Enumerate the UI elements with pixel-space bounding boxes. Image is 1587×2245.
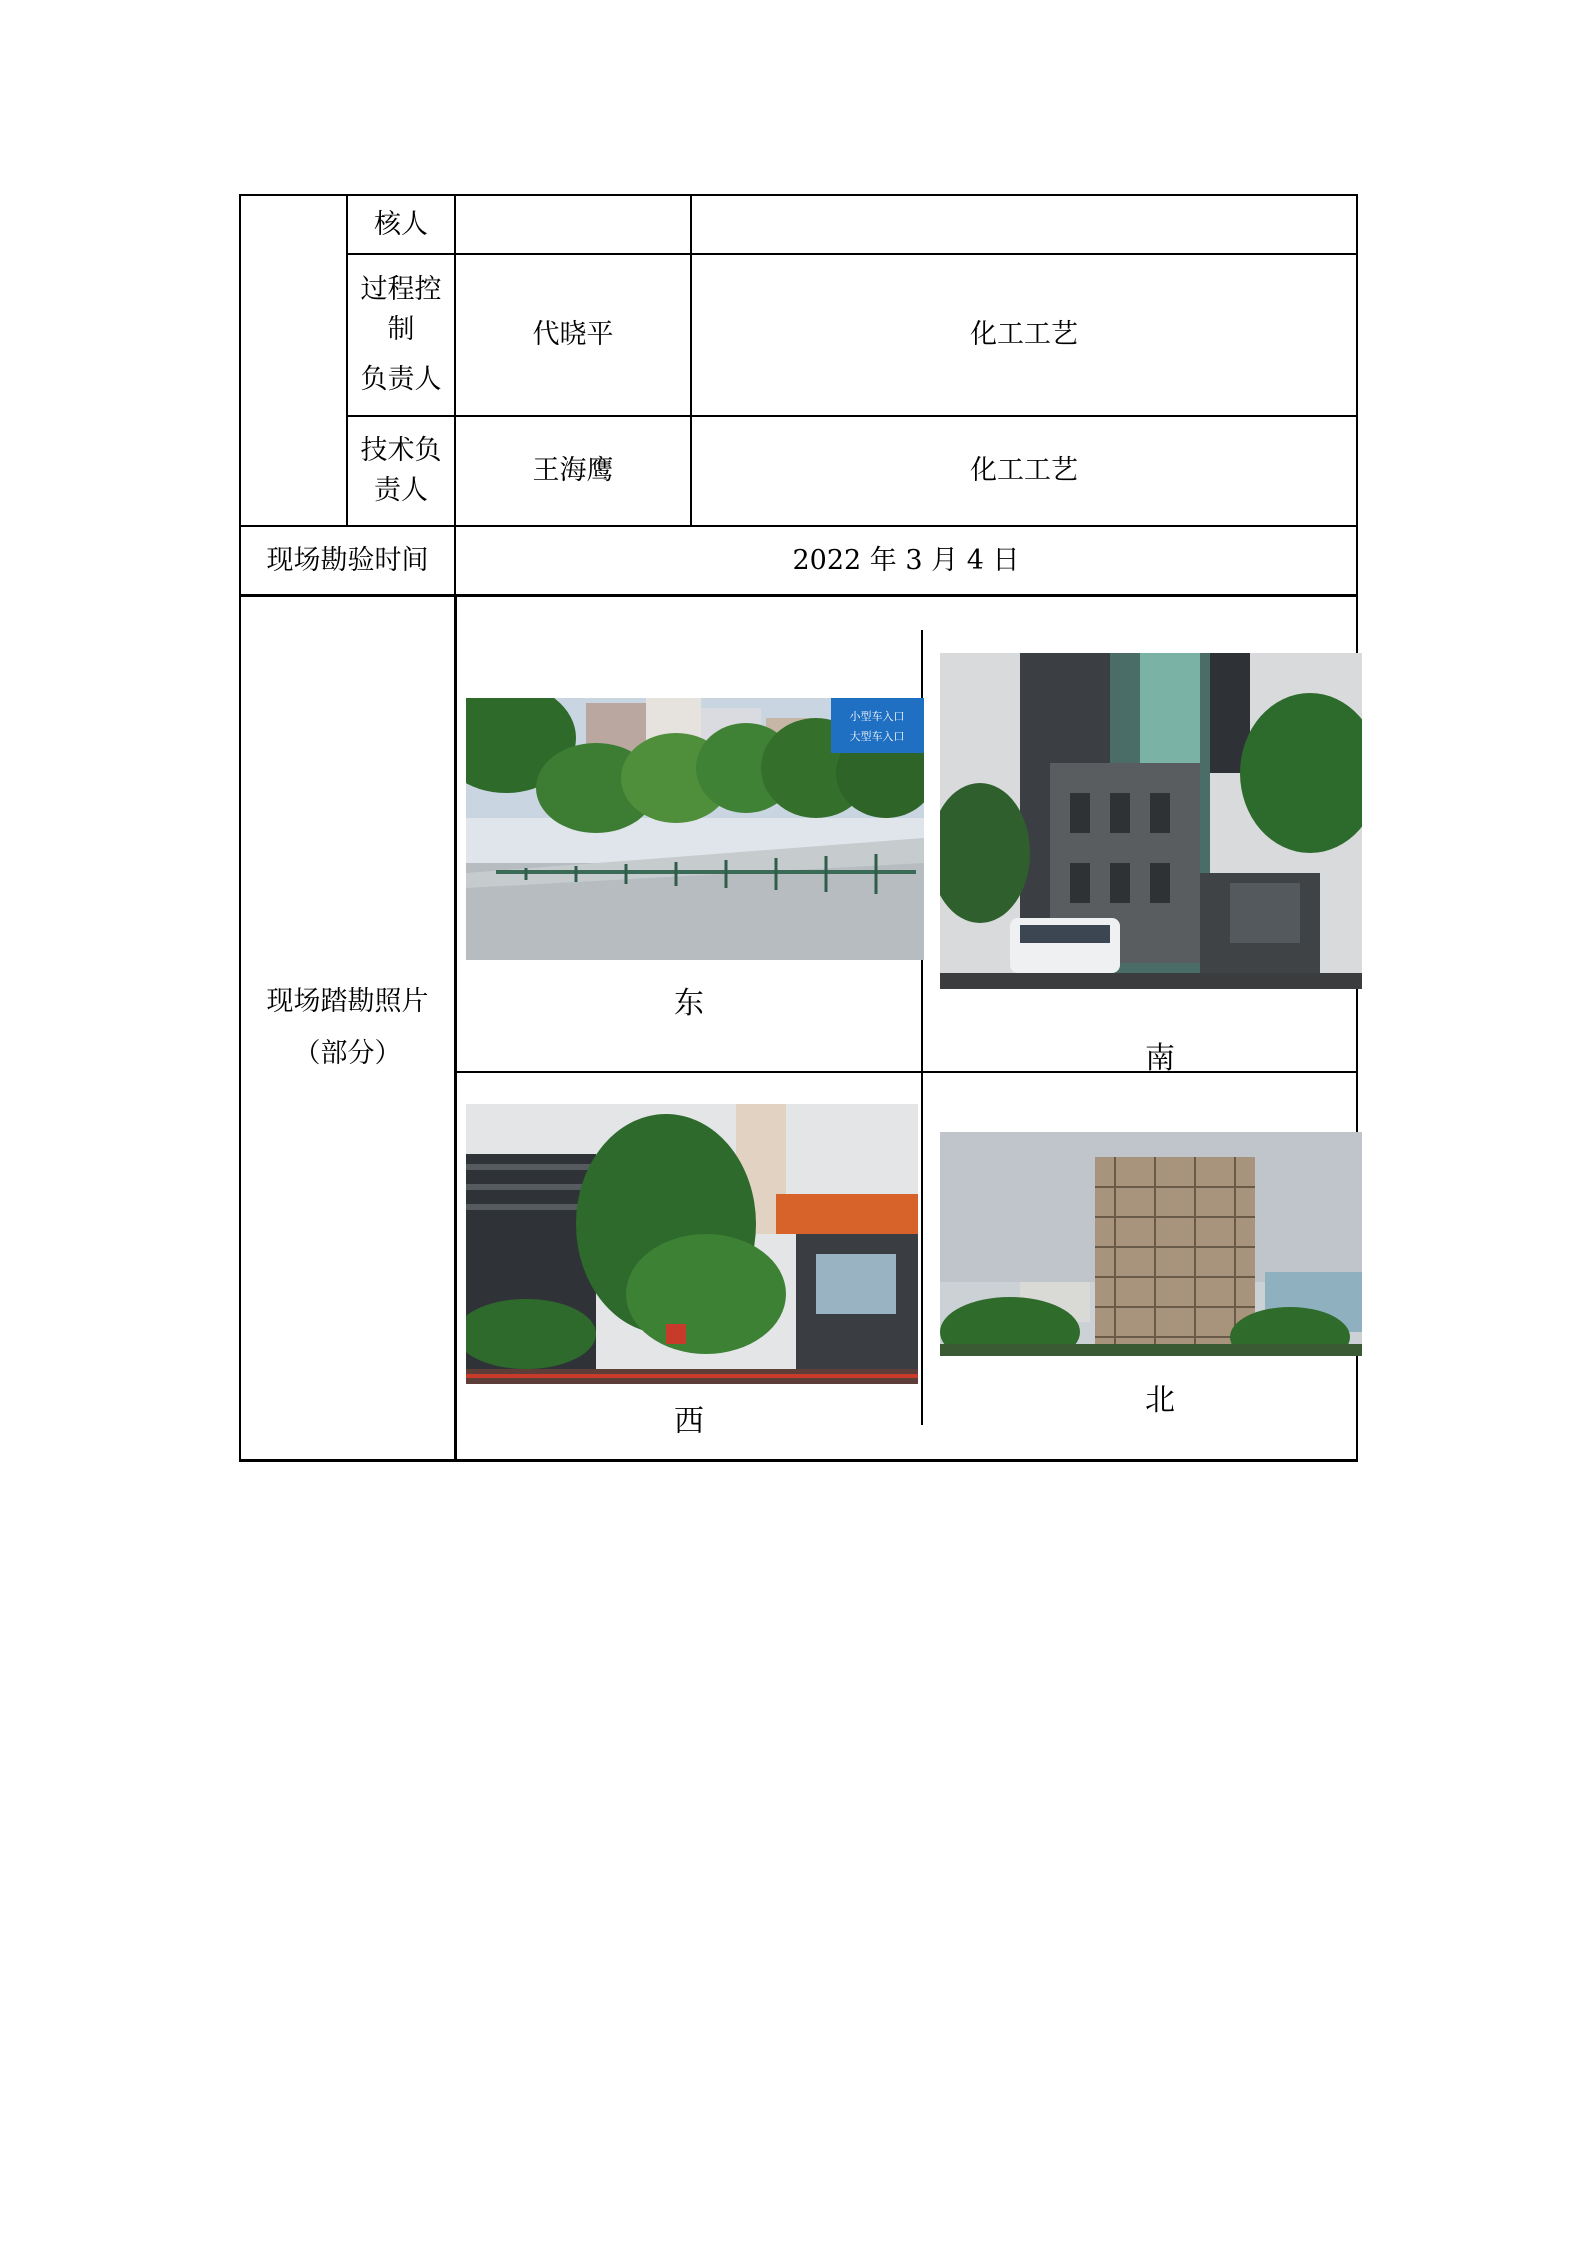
process-field-cell	[692, 255, 1356, 415]
sign-text-2: 大型车入口	[849, 730, 905, 743]
survey-time-label: 现场勘验时间	[266, 544, 429, 576]
process-role-label-3: 负责人	[360, 364, 442, 395]
process-role-cell	[348, 255, 454, 415]
photos-label-2: （部分）	[293, 1038, 402, 1069]
tech-field-cell	[692, 417, 1356, 525]
photo-west	[466, 1104, 918, 1384]
tech-role-label-2: 责人	[374, 475, 428, 506]
reviewer-role-cell	[348, 196, 454, 253]
survey-time-value-cell	[456, 527, 1356, 594]
tech-name: 王海鹰	[532, 455, 614, 486]
process-name: 代晓平	[532, 319, 614, 350]
caption-south: 南	[1145, 1041, 1175, 1076]
reviewer-role-label: 核人	[374, 208, 428, 240]
process-name-cell	[456, 255, 690, 415]
caption-east: 东	[674, 986, 704, 1021]
caption-west: 西	[674, 1404, 704, 1439]
process-field: 化工工艺	[970, 319, 1078, 350]
survey-time-value: 2022 年 3 月 4 日	[792, 544, 1020, 576]
process-role-label-1: 过程控	[360, 274, 442, 305]
tech-field: 化工工艺	[970, 455, 1078, 486]
process-role-label-2: 制	[387, 314, 415, 345]
survey-time-label-cell	[241, 527, 454, 594]
photo-col-divider	[454, 594, 457, 1462]
photos-label-cell	[241, 597, 454, 1459]
caption-north: 北	[1145, 1383, 1175, 1418]
photo-east	[466, 698, 924, 960]
photo-grid-horizontal	[456, 1071, 1356, 1073]
tech-role-label-1: 技术负	[360, 435, 442, 466]
tech-role-cell	[348, 417, 454, 525]
photos-label-1: 现场踏勘照片	[266, 986, 429, 1017]
tech-name-cell	[456, 417, 690, 525]
photo-south	[940, 653, 1362, 989]
photo-north	[940, 1132, 1362, 1356]
sign-text-1: 小型车入口	[849, 710, 905, 723]
table-border-bottom	[239, 1459, 1358, 1462]
